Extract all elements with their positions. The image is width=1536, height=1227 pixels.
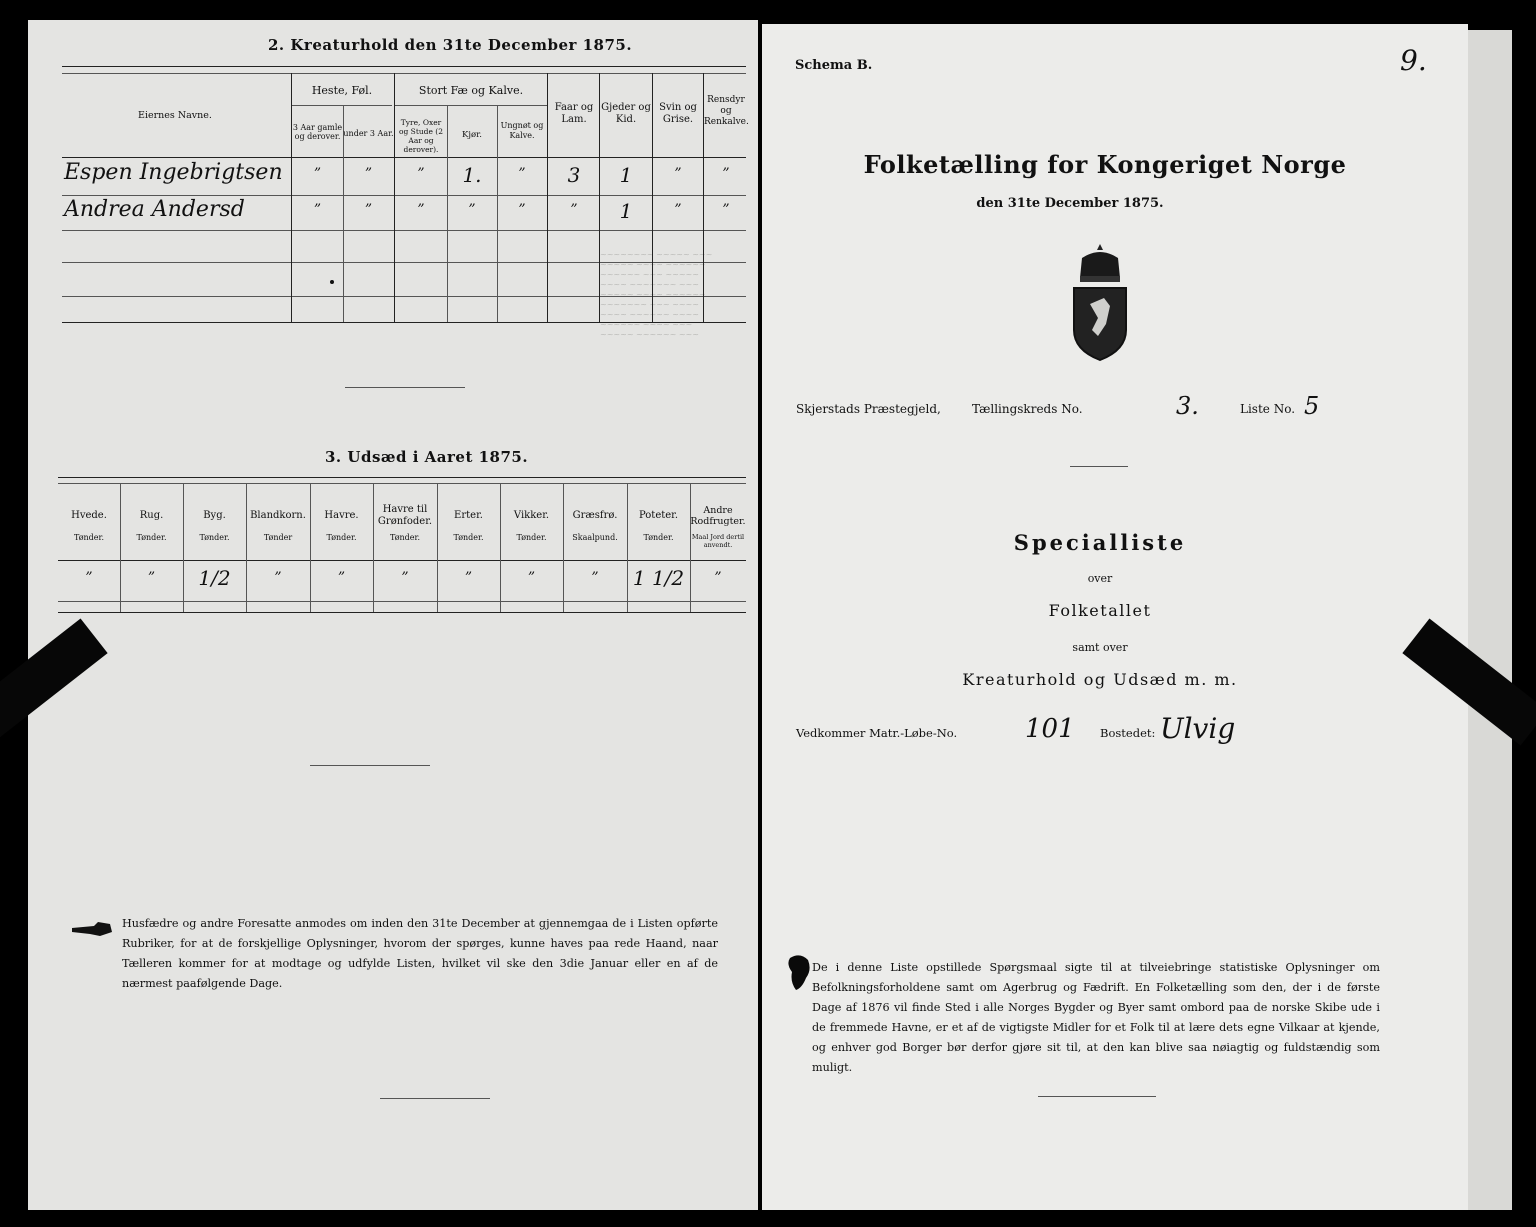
seed-value: ” <box>85 570 93 586</box>
seed-value: 1 1/2 <box>632 566 685 590</box>
cell: ” <box>570 202 578 218</box>
notice-text: Husfædre og andre Foresatte anmodes om inden den 31te December at gjennemgaa de i Listen opførte Rubriker, for at de forskjellige Oplysninger, hvorom der spørges, kunne haves paa rede Haand, naar Tælleren kommer for at modtage og udfylde Listen, hvilket vil ske den 3die Januar eller en af de nærmest paafølgende Dage. <box>122 917 718 990</box>
header-cows: Kjør. <box>462 130 482 140</box>
cell: 1. <box>462 163 482 187</box>
list-label: Liste No. <box>1240 402 1296 416</box>
ink-blot-icon <box>786 954 812 992</box>
seed-value: ” <box>464 570 473 586</box>
cell: ” <box>674 202 682 218</box>
district-value: 3. <box>1176 392 1199 420</box>
seed-header: Byg. <box>203 510 226 521</box>
cell: ” <box>313 202 322 218</box>
header-cattle: Stort Fæ og Kalve. <box>418 84 524 97</box>
seed-unit: Tønder <box>263 533 293 542</box>
header-horses-3y: 3 Aar gamle og derover. <box>292 123 343 141</box>
bleed-through-text: ~~~~~~~~ ~~~~~ ~~~ ~~~~~ ~~~~ ~~~~~~ ~~~~~~ ~~~ ~~~~~ ~~~~ ~~~~~~~ ~~~ ~~~~~ ~~~~ ~~~~~~ ~~~~~~~ ~~~ ~~~~ ~~~~ ~~~~~~ ~~~~ ~~~~~~ ~~~~ ~~~ ~~~~~ ~~~~~~ ~~~ <box>600 250 713 339</box>
seed-value: ” <box>337 570 346 586</box>
cell: ” <box>417 166 425 182</box>
page-number: 9. <box>1400 44 1427 77</box>
cell: ” <box>364 166 373 182</box>
cell: ” <box>313 166 322 182</box>
divider <box>1038 1096 1156 1097</box>
seed-value: 1/2 <box>198 566 231 590</box>
seed-unit: Tønder. <box>73 533 105 542</box>
seed-unit: Tønder. <box>389 533 421 542</box>
over-text: over <box>1087 572 1113 585</box>
matr-label: Vedkommer Matr.-Løbe-No. <box>796 726 958 740</box>
seed-value: ” <box>274 570 282 586</box>
cell: 3 <box>567 163 581 187</box>
header-horses: Heste, Føl. <box>311 84 373 97</box>
population-text: Folketallet <box>1048 601 1152 620</box>
header-goats: Gjeder og Kid. <box>601 102 651 125</box>
header-bulls: Tyre, Oxer og Stude (2 Aar og derover). <box>398 118 443 154</box>
schema-label: Schema B. <box>795 58 873 73</box>
matr-value: 101 <box>1025 714 1075 744</box>
seed-header: Græsfrø. <box>572 510 618 521</box>
seed-value: ” <box>527 570 536 586</box>
divider <box>380 1098 490 1099</box>
owner-name: Espen Ingebrigtsen <box>64 160 283 185</box>
seed-unit: Maal Jord dertil anvendt. <box>691 533 745 549</box>
seed-header: Andre Rodfrugter. <box>690 505 746 527</box>
seed-header: Blandkorn. <box>250 510 306 521</box>
cell: ” <box>364 202 373 218</box>
seed-header: Havre. <box>324 510 359 521</box>
seed-unit: Tønder. <box>136 533 167 542</box>
census-date: den 31te December 1875. <box>976 196 1164 211</box>
seed-header: Havre til Grønfoder. <box>377 504 433 527</box>
divider <box>1070 466 1128 467</box>
seed-unit: Skaalpund. <box>572 533 618 542</box>
seed-unit: Tønder. <box>199 533 230 542</box>
page-edge <box>1468 30 1512 1210</box>
seed-unit: Tønder. <box>516 533 547 542</box>
header-pigs: Svin og Grise. <box>659 102 697 125</box>
bosted-label: Bostedet: <box>1100 726 1156 740</box>
seed-header: Erter. <box>454 510 483 521</box>
main-title: Folketælling for Kongeriget Norge <box>863 150 1347 179</box>
coat-of-arms-icon <box>1068 244 1132 362</box>
ink-dot <box>330 280 334 284</box>
seed-header: Poteter. <box>638 510 679 521</box>
header-sheep: Faar og Lam. <box>554 102 594 125</box>
seed-header: Hvede. <box>71 510 107 521</box>
seed-header: Vikker. <box>513 510 550 521</box>
section2-title: 2. Kreaturhold den 31te December 1875. <box>268 36 633 54</box>
seed-unit: Tønder. <box>453 533 484 542</box>
list-value: 5 <box>1304 392 1320 420</box>
seed-value: ” <box>147 570 156 586</box>
cell: 1 <box>619 163 633 187</box>
header-horses-under3: under 3 Aar. <box>343 129 394 138</box>
seed-header: Rug. <box>139 510 164 521</box>
cell: ” <box>417 202 425 218</box>
district-label: Tællingskreds No. <box>972 402 1083 416</box>
pointing-hand-icon <box>70 920 114 940</box>
header-owner: Eiernes Navne. <box>138 110 212 121</box>
livestock-seed-text: Kreaturhold og Udsæd m. m. <box>962 670 1238 689</box>
cell: ” <box>674 166 682 182</box>
seed-value: ” <box>591 570 599 586</box>
seed-unit: Tønder. <box>643 533 674 542</box>
cell: ” <box>722 166 730 182</box>
parish-label: Skjerstads Præstegjeld, <box>796 402 941 416</box>
cell: ” <box>518 166 526 182</box>
divider <box>345 387 465 388</box>
seed-unit: Tønder. <box>326 533 357 542</box>
cell: ” <box>468 202 476 218</box>
footnote-text: De i denne Liste opstillede Spørgsmaal sigte til at tilveiebringe statistiske Oplysninger om Befolkningsforholdene samt om Agerbrug og Fædrift. En Folketælling som den, der i de første Dage af 1876 vil finde Sted i alle Norges Bygder og Byer samt ombord paa de norske Skibe ude i de fremmede Havne, er et af de vigtigste Midler for et Folk til at lære dets egne Vilkaar at kjende, og enhver god Borger bør derfor gjøre sit til, at den kan blive saa nøiagtig og fuldstændig som muligt. <box>812 961 1380 1074</box>
bosted-value: Ulvig <box>1160 712 1236 745</box>
header-reindeer: Rensdyr og Renkalve. <box>704 95 749 127</box>
cell: 1 <box>619 199 633 223</box>
header-young-cattle: Ungnøt og Kalve. <box>500 121 544 140</box>
seed-value: ” <box>401 570 409 586</box>
also-over-text: samt over <box>1072 641 1128 654</box>
owner-name: Andrea Andersd <box>64 197 245 222</box>
special-list-title: Specialliste <box>1013 530 1187 555</box>
seed-value: ” <box>714 570 722 586</box>
cell: ” <box>722 202 730 218</box>
cell: ” <box>518 202 526 218</box>
section3-title: 3. Udsæd i Aaret 1875. <box>325 448 529 466</box>
divider <box>310 765 430 766</box>
